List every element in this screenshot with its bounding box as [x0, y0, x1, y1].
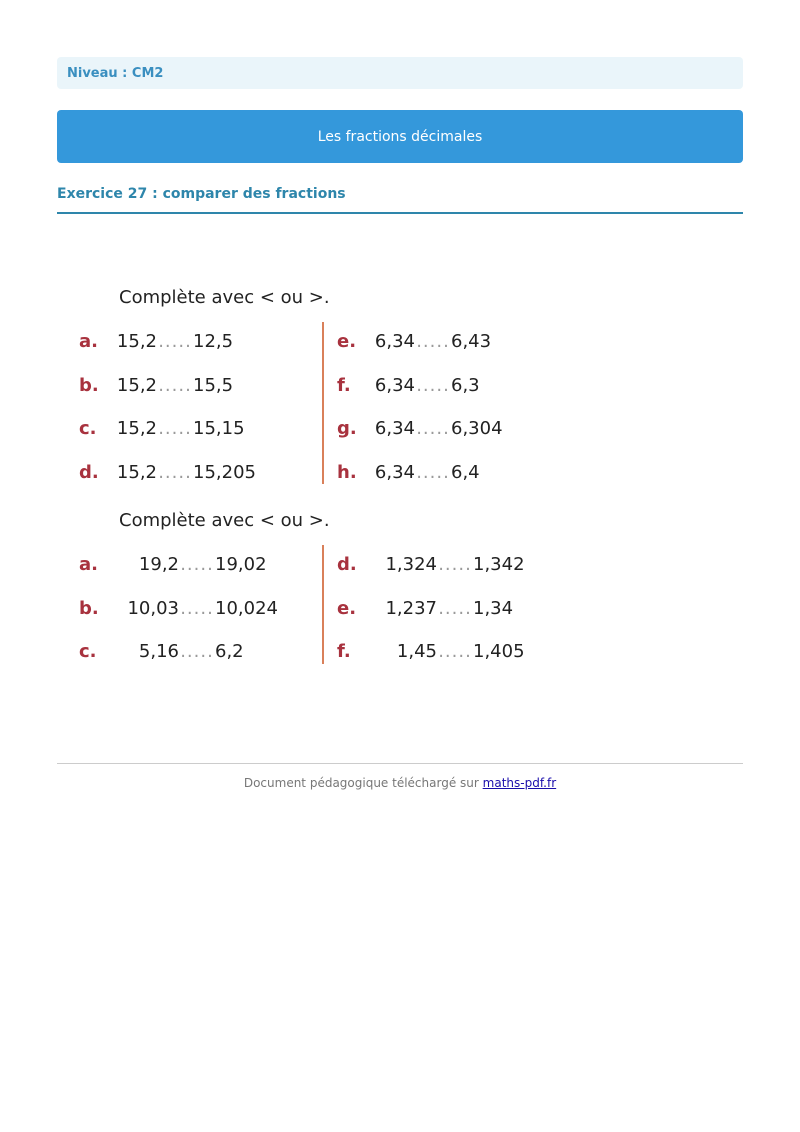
item-letter: f. [337, 641, 351, 662]
instruction-part1: Complète avec < ou >. [119, 287, 330, 308]
item-letter: b. [79, 374, 99, 396]
item-blank: ..... [158, 374, 192, 396]
item-letter: d. [337, 554, 357, 575]
item-blank: ..... [180, 554, 214, 575]
item-first-number: 1,324 [385, 554, 437, 575]
item-first-number: 15,2 [116, 374, 157, 396]
item-second-number: 15,205 [193, 461, 256, 483]
item-first-number: 10,03 [127, 597, 179, 619]
item-letter: a. [79, 331, 98, 352]
exercise-item [79, 598, 278, 619]
item-first-number: 15,2 [116, 331, 157, 352]
exercise-item [79, 554, 267, 575]
item-letter: c. [79, 418, 97, 439]
footer-text: Document pédagogique téléchargé sur [243, 776, 479, 790]
item-second-number: 1,342 [473, 554, 525, 575]
exercise-title: Exercice 27 : comparer des fractions [57, 186, 346, 202]
item-blank: ..... [438, 597, 472, 619]
item-blank: ..... [416, 461, 450, 483]
exercise-item [337, 331, 491, 352]
item-second-number: 12,5 [193, 331, 234, 352]
item-blank: ..... [180, 641, 214, 662]
page-title: Les fractions décimales [317, 128, 483, 145]
exercise-item [337, 598, 513, 619]
item-first-number: 5,16 [138, 641, 179, 662]
exercise-item [337, 375, 480, 396]
item-second-number: 10,024 [215, 597, 278, 619]
item-letter: a. [79, 554, 98, 575]
item-blank: ..... [158, 331, 192, 352]
exercise-item [79, 375, 233, 396]
item-second-number: 15,5 [193, 374, 234, 396]
item-first-number: 19,2 [138, 554, 179, 575]
item-blank: ..... [438, 641, 472, 662]
item-second-number: 1,405 [473, 641, 525, 662]
item-first-number: 15,2 [116, 418, 157, 439]
item-second-number: 6,304 [451, 418, 503, 439]
item-blank: ..... [416, 331, 450, 352]
item-blank: ..... [158, 418, 192, 439]
item-first-number: 1,45 [396, 641, 437, 662]
exercise-item [337, 418, 503, 439]
item-second-number: 6,4 [451, 461, 480, 483]
footer-link[interactable]: maths-pdf.fr [482, 776, 557, 790]
item-letter: e. [337, 597, 357, 619]
item-second-number: 6,3 [451, 374, 480, 396]
item-blank: ..... [180, 597, 214, 619]
item-letter: g. [337, 418, 357, 439]
column-separator-part1 [322, 322, 324, 484]
footer [0, 776, 800, 790]
item-blank: ..... [416, 418, 450, 439]
footer-divider [57, 763, 743, 764]
item-letter: h. [337, 461, 357, 483]
item-letter: e. [337, 331, 357, 352]
item-blank: ..... [416, 374, 450, 396]
item-second-number: 19,02 [215, 554, 267, 575]
exercise-item [79, 331, 233, 352]
exercise-item [79, 641, 244, 662]
item-second-number: 6,43 [451, 331, 492, 352]
item-second-number: 15,15 [193, 418, 245, 439]
exercise-item [79, 418, 245, 439]
exercise-item [337, 554, 525, 575]
item-first-number: 6,34 [374, 461, 415, 483]
item-letter: f. [337, 374, 351, 396]
item-letter: b. [79, 597, 99, 619]
item-letter: c. [79, 641, 97, 662]
item-blank: ..... [158, 461, 192, 483]
item-blank: ..... [438, 554, 472, 575]
item-second-number: 6,2 [215, 641, 244, 662]
item-first-number: 6,34 [374, 331, 415, 352]
column-separator-part2 [322, 545, 324, 664]
item-first-number: 6,34 [374, 418, 415, 439]
exercise-item [337, 641, 525, 662]
exercise-item [79, 462, 256, 483]
exercise-item [337, 462, 480, 483]
instruction-part2: Complète avec < ou >. [119, 510, 330, 531]
item-second-number: 1,34 [473, 597, 514, 619]
item-first-number: 15,2 [116, 461, 157, 483]
item-first-number: 6,34 [374, 374, 415, 396]
item-first-number: 1,237 [385, 597, 437, 619]
level-label: Niveau : CM2 [67, 65, 164, 81]
item-letter: d. [79, 461, 99, 483]
